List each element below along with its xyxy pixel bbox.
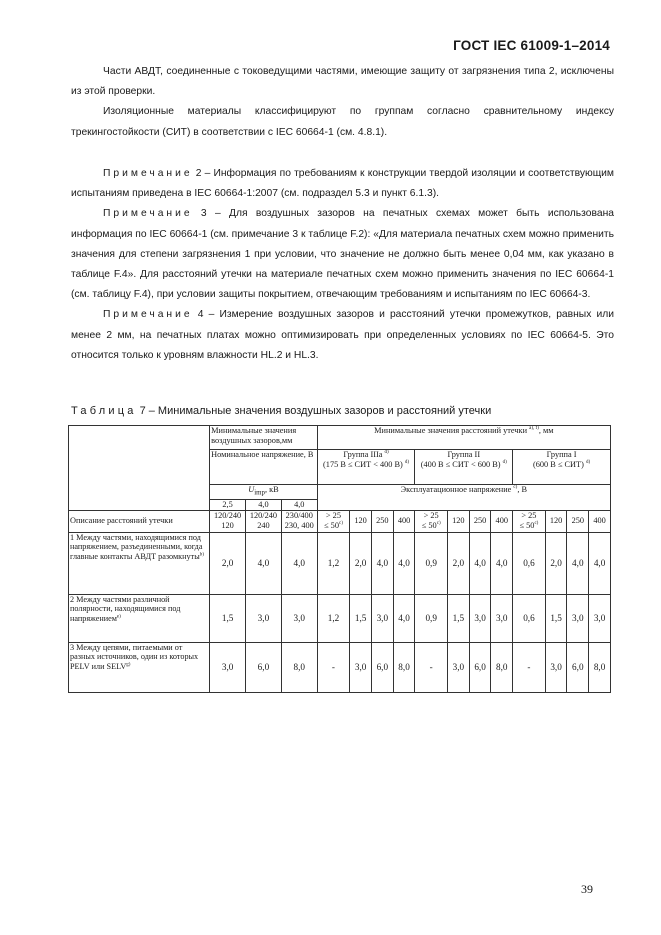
clearance-value: 3,0 bbox=[210, 642, 246, 692]
creepage-value: 3,0 bbox=[567, 594, 589, 642]
paragraph-2: Изоляционные материалы классифицируют по группам согласно сравнительному индексу трекингостойкости (СИТ) в соответствии с IEC 60664-1 (см. 4.8.1). bbox=[71, 106, 614, 138]
uimp-value: 4,0 bbox=[281, 499, 317, 510]
note-4-text: 4 – Измерение воздушных зазоров и расстояний утечки промежутков, равных или менее 2 мм, на печатных платах можно оптимизировать при определенных условиях по IEC 60664-5. Это относится только к уровням влажности HL.2 и HL.3. bbox=[71, 309, 614, 361]
working-voltage-range bbox=[317, 510, 350, 532]
creepage-value: 6,0 bbox=[567, 642, 589, 692]
clearance-value: 1,5 bbox=[210, 594, 246, 642]
creepage-value: 8,0 bbox=[393, 642, 415, 692]
row-description bbox=[69, 594, 210, 642]
working-voltage-range bbox=[415, 510, 448, 532]
notes-block bbox=[71, 164, 614, 366]
creepage-header bbox=[317, 426, 610, 450]
creepage-value: 3,0 bbox=[589, 594, 611, 642]
group-1-label: Группа I bbox=[546, 450, 577, 459]
table-row bbox=[69, 594, 611, 642]
group-3a-footnote: d) bbox=[384, 450, 389, 456]
paragraph-1: Части АВДТ, соединенные с токоведущими частями, имеющие защиту от загрязнения типа 2, исключены из этой проверки. bbox=[71, 66, 614, 98]
nominal-voltage-value bbox=[210, 510, 246, 532]
note-2-text: 2 – Информация по требованиям к конструкции твердой изоляции и соответствующим испытаниям приведена в IEC 60664-1:2007 (см. подраздел 5.3 и пункт 6.1.3). bbox=[71, 168, 614, 200]
creepage-header-text: Минимальные значения расстояний утечки bbox=[374, 426, 528, 435]
uimp-value: 2,5 bbox=[210, 499, 246, 510]
creepage-value: 0,6 bbox=[513, 594, 546, 642]
creepage-value: 1,2 bbox=[317, 594, 350, 642]
creepage-value: 6,0 bbox=[371, 642, 393, 692]
working-voltage-header bbox=[317, 485, 610, 511]
uimp-symbol: U bbox=[248, 485, 255, 494]
group-2-range: (400 В ≤ СИТ < 600 В) bbox=[420, 460, 501, 469]
group-2-header bbox=[415, 450, 513, 485]
table-caption-word: Таблица bbox=[71, 405, 137, 417]
nominal-voltage-line: 120 bbox=[221, 520, 234, 530]
nominal-voltage-line: 120/240 bbox=[249, 510, 278, 520]
creepage-value: - bbox=[317, 642, 350, 692]
table-caption-text: 7 – Минимальные значения воздушных зазоров и расстояний утечки bbox=[136, 405, 492, 417]
working-voltage-value: 120 bbox=[545, 510, 567, 532]
body-text-block bbox=[71, 62, 614, 143]
wv-range-line: ≤ 50 bbox=[519, 520, 535, 530]
nominal-voltage-header: Номинальное напряжение, В bbox=[210, 450, 318, 485]
uimp-header bbox=[210, 485, 318, 500]
creepage-value: 4,0 bbox=[469, 532, 491, 594]
group-2-range-footnote: d) bbox=[502, 460, 507, 466]
table-corner-cell bbox=[69, 426, 210, 511]
creepage-value: 4,0 bbox=[393, 594, 415, 642]
row-description-text: 2 Между частями различной полярности, находящимися под напряжением bbox=[70, 594, 181, 623]
creepage-value: 0,9 bbox=[415, 594, 448, 642]
document-header: ГОСТ IEC 61009-1–2014 bbox=[453, 38, 610, 53]
working-voltage-footnote: c) bbox=[513, 485, 518, 491]
group-3a-header bbox=[317, 450, 415, 485]
clearance-creepage-table bbox=[68, 425, 611, 693]
creepage-value: 3,0 bbox=[545, 642, 567, 692]
working-voltage-value: 120 bbox=[447, 510, 469, 532]
working-voltage-range bbox=[513, 510, 546, 532]
table-caption bbox=[71, 405, 491, 417]
group-1-range-footnote: d) bbox=[585, 460, 591, 466]
creepage-value: 3,0 bbox=[447, 642, 469, 692]
group-3a-range: (175 В ≤ СИТ < 400 В) bbox=[323, 460, 403, 469]
note-2 bbox=[71, 164, 614, 204]
clearance-value: 8,0 bbox=[281, 642, 317, 692]
creepage-value: 2,0 bbox=[447, 532, 469, 594]
note-label: Примечание bbox=[103, 168, 193, 179]
creepage-value: 0,6 bbox=[513, 532, 546, 594]
group-2-label: Группа II bbox=[447, 450, 481, 459]
wv-range-line: > 25 bbox=[423, 510, 439, 520]
creepage-value: 3,0 bbox=[371, 594, 393, 642]
note-3-text: 3 – Для воздушных зазоров на печатных схемах может быть использована информация по IEC 60664-1 (см. примечание 3 к таблице F.2): «Для материала печатных схем можно применить значения для степени загрязнения 1 при условии, что значение не должно быть менее 0,04 мм, как указано в таблице F.4». Для расстояний утечки на материале печатных схем можно применить значения по IEC 60664-1 (см. таблицу F.4), при условии защиты покрытием, отвечающим требованиям и испытаниям по IEC 60664-3. bbox=[71, 208, 614, 301]
creepage-value: 8,0 bbox=[491, 642, 513, 692]
creepage-value: 8,0 bbox=[589, 642, 611, 692]
creepage-value: 1,2 bbox=[317, 532, 350, 594]
note-4 bbox=[71, 305, 614, 366]
row-description bbox=[69, 532, 210, 594]
creepage-header-unit: , мм bbox=[538, 426, 554, 435]
creepage-value: 1,5 bbox=[447, 594, 469, 642]
row-description-footnote: g) bbox=[126, 662, 131, 668]
creepage-value: 6,0 bbox=[469, 642, 491, 692]
working-voltage-value: 400 bbox=[589, 510, 611, 532]
description-column-header: Описание расстояний утечки bbox=[69, 510, 210, 532]
nominal-voltage-line: 240 bbox=[257, 520, 270, 530]
note-3 bbox=[71, 204, 614, 305]
group-1-header bbox=[513, 450, 611, 485]
wv-range-line: ≤ 50 bbox=[324, 520, 339, 530]
wv-range-line: ≤ 50 bbox=[421, 520, 437, 530]
uimp-value: 4,0 bbox=[246, 499, 282, 510]
working-voltage-value: 120 bbox=[350, 510, 372, 532]
group-3a-label: Группа IIIa bbox=[343, 450, 383, 459]
working-voltage-value: 250 bbox=[469, 510, 491, 532]
nominal-voltage-value bbox=[246, 510, 282, 532]
nominal-voltage-value bbox=[281, 510, 317, 532]
wv-range-footnote: c) bbox=[436, 520, 441, 526]
clearance-value: 3,0 bbox=[281, 594, 317, 642]
creepage-value: 4,0 bbox=[491, 532, 513, 594]
uimp-subscript: imp bbox=[254, 489, 265, 497]
note-label: Примечание bbox=[103, 309, 193, 321]
wv-range-footnote: c) bbox=[534, 520, 539, 526]
clearance-value: 6,0 bbox=[246, 642, 282, 692]
creepage-value: 2,0 bbox=[350, 532, 372, 594]
row-description-text: 3 Между цепями, питаемыми от разных источников, один из которых PELV или SELV bbox=[70, 642, 199, 671]
clearance-value: 3,0 bbox=[246, 594, 282, 642]
working-voltage-unit: , В bbox=[517, 485, 527, 494]
clearance-value: 2,0 bbox=[210, 532, 246, 594]
table-row bbox=[69, 642, 611, 692]
wv-range-line: > 25 bbox=[325, 510, 341, 520]
creepage-value: 2,0 bbox=[545, 532, 567, 594]
working-voltage-value: 250 bbox=[567, 510, 589, 532]
row-description-footnote: b) bbox=[199, 552, 204, 558]
creepage-value: - bbox=[513, 642, 546, 692]
creepage-header-footnote: a), f) bbox=[529, 426, 539, 432]
clearance-value: 4,0 bbox=[281, 532, 317, 594]
working-voltage-label: Эксплуатационное напряжение bbox=[400, 485, 512, 494]
clearance-header: Минимальные значения воздушных зазоров,мм bbox=[210, 426, 318, 450]
creepage-value: 3,0 bbox=[491, 594, 513, 642]
row-description bbox=[69, 642, 210, 692]
group-3a-range-footnote: d) bbox=[404, 460, 410, 466]
wv-range-footnote: c) bbox=[338, 520, 343, 526]
creepage-value: 1,5 bbox=[545, 594, 567, 642]
table-row bbox=[69, 532, 611, 594]
uimp-unit: , кВ bbox=[264, 485, 279, 494]
clearance-value: 4,0 bbox=[246, 532, 282, 594]
wv-range-line: > 25 bbox=[521, 510, 537, 520]
creepage-value: 0,9 bbox=[415, 532, 448, 594]
row-description-footnote: e) bbox=[116, 614, 121, 620]
working-voltage-value: 250 bbox=[371, 510, 393, 532]
creepage-value: 4,0 bbox=[567, 532, 589, 594]
creepage-value: 4,0 bbox=[589, 532, 611, 594]
creepage-value: 3,0 bbox=[350, 642, 372, 692]
creepage-value: 4,0 bbox=[393, 532, 415, 594]
note-label: Примечание bbox=[103, 208, 193, 220]
nominal-voltage-line: 120/240 bbox=[213, 510, 242, 520]
creepage-value: - bbox=[415, 642, 448, 692]
working-voltage-value: 400 bbox=[393, 510, 415, 532]
nominal-voltage-line: 230/400 bbox=[285, 510, 313, 520]
group-1-range: (600 В ≤ СИТ) bbox=[533, 460, 584, 469]
nominal-voltage-line: 230, 400 bbox=[284, 520, 314, 530]
creepage-value: 3,0 bbox=[469, 594, 491, 642]
row-description-text: 1 Между частями, находящимися под напряжением, разъединенными, когда главные контакты АВДТ разомкнуты bbox=[70, 532, 203, 561]
creepage-value: 4,0 bbox=[371, 532, 393, 594]
working-voltage-value: 400 bbox=[491, 510, 513, 532]
page-number: 39 bbox=[581, 882, 593, 896]
creepage-value: 1,5 bbox=[350, 594, 372, 642]
